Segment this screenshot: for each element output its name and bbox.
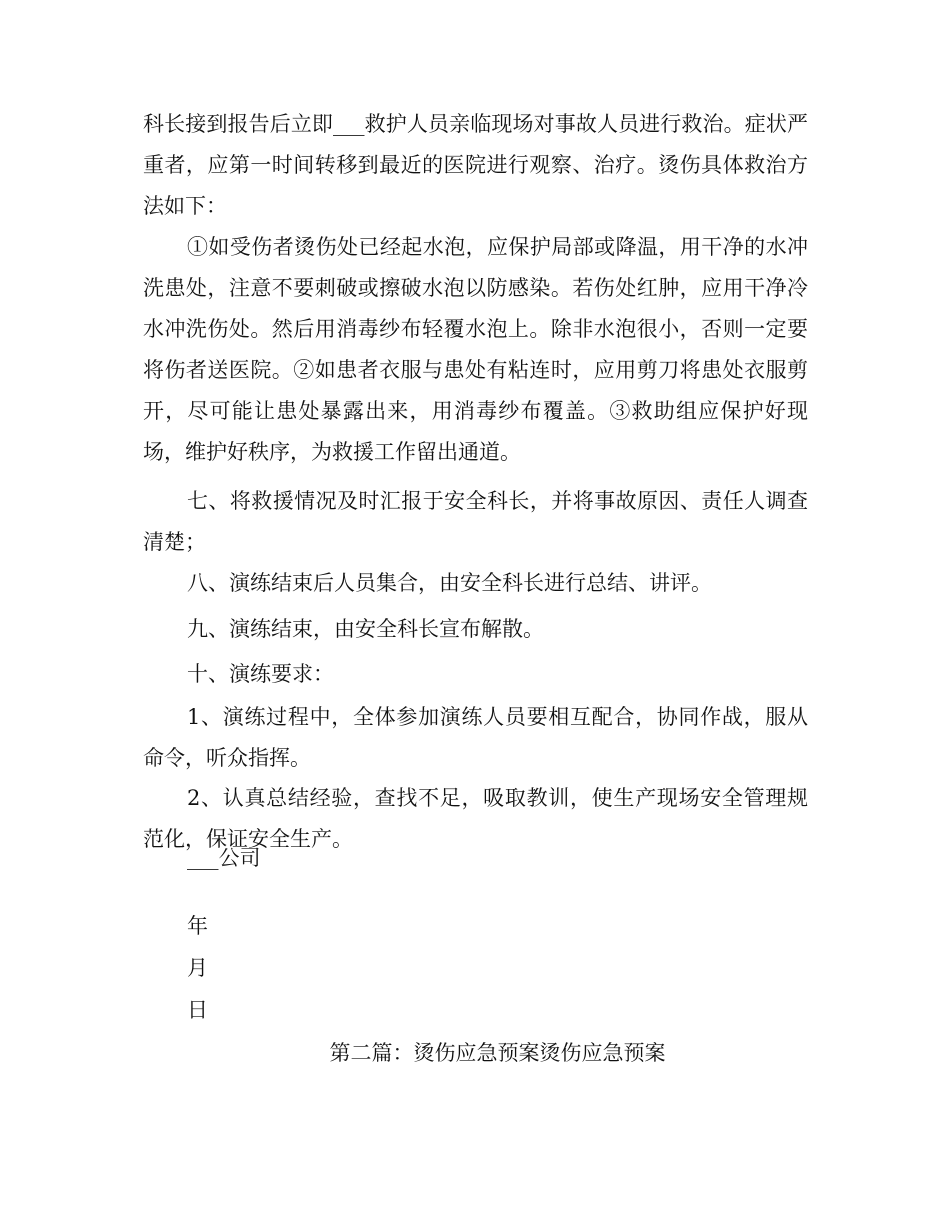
paragraph-item-10: 十、演练要求： [187,662,334,686]
paragraph-treatment-methods: ①如受伤者烫伤处已经起水泡，应保护局部或降温，用干净的水冲洗患处，注意不要刺破或擦破水泡以防感染。若伤处红肿，应用干净冷水冲洗伤处。然后用消毒纱布轻覆水泡上。除非水泡很小，否则一定要将伤者送医院。②如患者衣服与患处有粘连时，应用剪刀将患处衣服剪开，尽可能让患处暴露出来，用消毒纱布覆盖。③救助组应保护好现场，维护好秩序，为救援工作留出通道。 [143,235,808,464]
paragraph-intro: 科长接到报告后立即___救护人员亲临现场对事故人员进行救治。症状严重者，应第一时间转移到最近的医院进行观察、治疗。烫伤具体救治方法如下： [143,112,808,218]
paragraph-item-9: 九、演练结束，由安全科长宣布解散。 [187,617,544,641]
paragraph-requirement-1: 1、演练过程中，全体参加演练人员要相互配合，协同作战，服从命令，听众指挥。 [143,705,808,770]
paragraph-requirement-2: 2、认真总结经验，查找不足，吸取教训，使生产现场安全管理规范化，保证安全生产。 [143,786,808,851]
paragraph-item-7: 七、将救援情况及时汇报于安全科长，并将事故原因、责任人调查清楚； [143,489,808,554]
signature-company: ___公司 [187,846,261,870]
signature-month: 月 [187,956,208,980]
signature-day: 日 [187,998,208,1022]
section-title: 第二篇：烫伤应急预案烫伤应急预案 [329,1041,666,1065]
paragraph-item-8: 八、演练结束后人员集合，由安全科长进行总结、讲评。 [187,571,712,595]
signature-year: 年 [187,914,208,938]
